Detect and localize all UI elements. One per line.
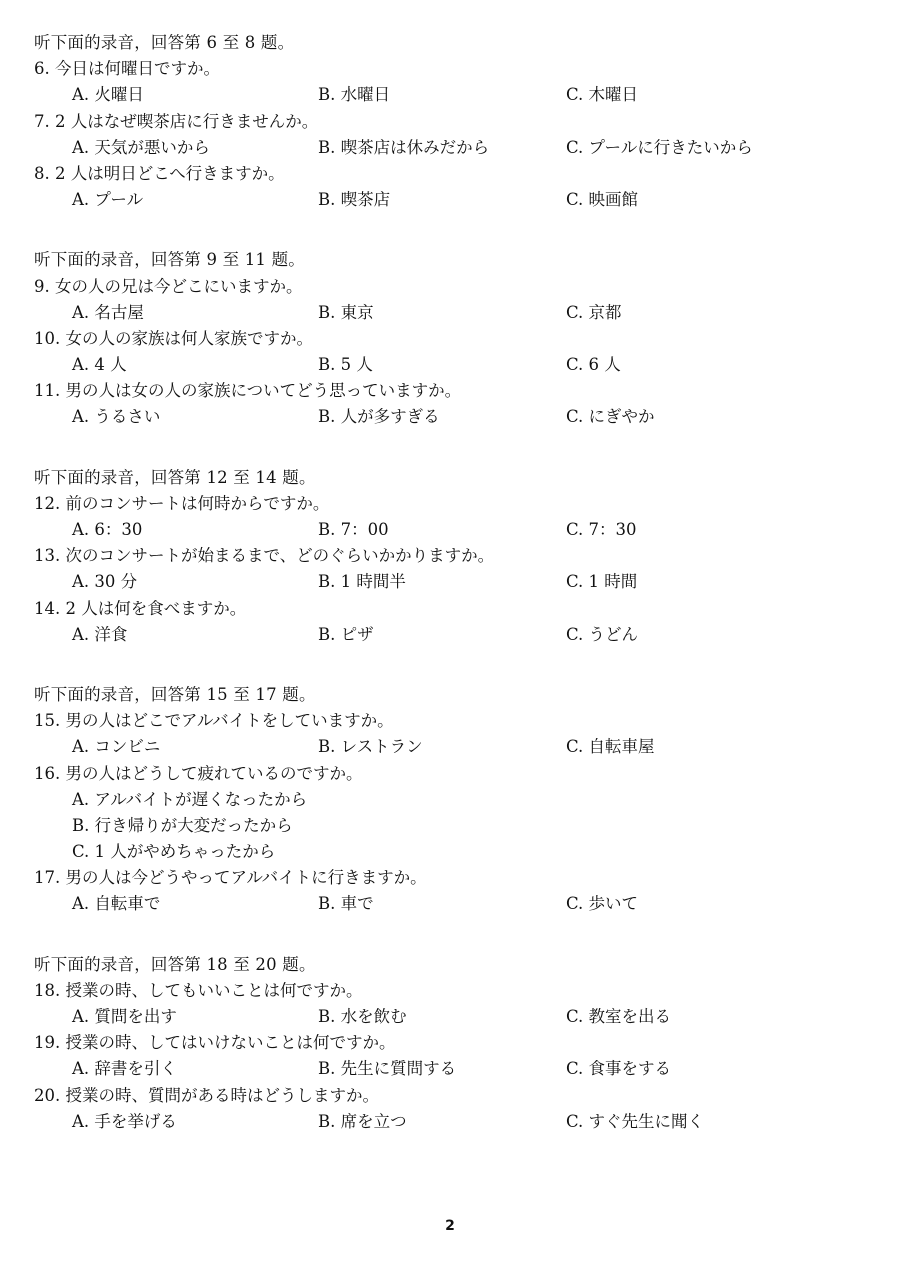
option-c: C. 1 時間	[566, 572, 638, 592]
option-a: A. 火曜日	[72, 85, 144, 105]
option-b: B. 水曜日	[318, 85, 391, 105]
option-a: A. アルバイトが遅くなったから	[72, 789, 308, 809]
options-12	[34, 517, 874, 543]
option-b: B. 1 時間半	[318, 572, 406, 592]
option-b: B. 喫茶店は休みだから	[318, 137, 490, 157]
page-number: 2	[445, 1218, 455, 1234]
question-8: 8. 2 人は明日どこへ行きますか。	[34, 163, 285, 183]
option-b: B. 席を立つ	[318, 1111, 407, 1131]
option-c: C. 歩いて	[566, 894, 639, 914]
question-15: 15. 男の人はどこでアルバイトをしていますか。	[34, 711, 394, 731]
options-19	[34, 1056, 874, 1082]
options-18	[34, 1004, 874, 1030]
options-15	[34, 734, 874, 760]
option-b: B. 東京	[318, 302, 374, 322]
question-10: 10. 女の人の家族は何人家族ですか。	[34, 328, 313, 348]
option-a: A. 質問を出す	[72, 1007, 177, 1026]
section-gap	[34, 918, 874, 952]
question-13: 13. 次のコンサートが始まるまで、どのぐらいかかりますか。	[34, 546, 495, 566]
option-c: C. すぐ先生に聞く	[566, 1111, 705, 1131]
option-b: B. 5 人	[318, 355, 373, 375]
option-b: B. 水を飲む	[318, 1007, 407, 1026]
option-a: A. 30 分	[72, 572, 138, 592]
option-c: C. うどん	[566, 624, 639, 644]
option-c: C. 京都	[566, 302, 622, 322]
option-b: B. 7：00	[318, 520, 389, 539]
question-11: 11. 男の人は女の人の家族についてどう思っていますか。	[34, 381, 462, 401]
question-6: 6. 今日は何曜日ですか。	[34, 59, 220, 79]
option-c: C. プールに行きたいから	[566, 137, 753, 157]
option-b: B. 先生に質問する	[318, 1059, 457, 1079]
options-17	[34, 891, 874, 917]
option-c: C. 映画館	[566, 190, 639, 210]
option-b: B. レストラン	[318, 737, 423, 757]
option-c: C. 木曜日	[566, 85, 639, 105]
question-14: 14. 2 人は何を食べますか。	[34, 598, 247, 618]
option-a: A. 手を挙げる	[72, 1111, 177, 1131]
options-20	[34, 1109, 874, 1135]
option-a: A. 4 人	[72, 355, 127, 375]
option-c: C. 1 人がやめちゃったから	[72, 842, 276, 862]
option-a: A. 名古屋	[72, 302, 144, 322]
option-c: C. 7：30	[566, 520, 637, 539]
question-7: 7. 2 人はなぜ喫茶店に行きませんか。	[34, 111, 319, 131]
options-11	[34, 404, 874, 430]
question-18: 18. 授業の時、してもいいことは何ですか。	[34, 980, 363, 1000]
option-a: A. 6：30	[72, 520, 143, 539]
option-b: B. 車で	[318, 894, 374, 914]
options-7	[34, 135, 874, 161]
options-10	[34, 352, 874, 378]
option-c: C. 6 人	[566, 355, 621, 375]
option-a: A. コンビニ	[72, 737, 161, 757]
option-c: C. にぎやか	[566, 407, 655, 427]
option-c: C. 食事をする	[566, 1059, 672, 1079]
question-9: 9. 女の人の兄は今どこにいますか。	[34, 276, 303, 296]
section-heading: 听下面的录音，回答第 15 至 17 题。	[34, 684, 316, 704]
options-13	[34, 569, 874, 595]
section-gap	[34, 213, 874, 247]
option-c: C. 教室を出る	[566, 1007, 672, 1026]
question-12: 12. 前のコンサートは何時からですか。	[34, 493, 330, 513]
section-heading: 听下面的录音，回答第 18 至 20 题。	[34, 954, 316, 974]
option-b: B. 人が多すぎる	[318, 407, 440, 427]
question-19: 19. 授業の時、してはいけないことは何ですか。	[34, 1033, 396, 1053]
question-16: 16. 男の人はどうして疲れているのですか。	[34, 763, 363, 783]
option-c: C. 自転車屋	[566, 737, 655, 757]
option-b: B. 喫茶店	[318, 190, 391, 210]
options-14	[34, 622, 874, 648]
option-b: B. ピザ	[318, 624, 374, 644]
section-gap	[34, 431, 874, 465]
options-9	[34, 300, 874, 326]
section-heading: 听下面的录音，回答第 9 至 11 题。	[34, 250, 305, 270]
option-a: A. 天気が悪いから	[72, 137, 210, 157]
option-a: A. 自転車で	[72, 894, 161, 914]
section-gap	[34, 648, 874, 682]
option-b: B. 行き帰りが大変だったから	[72, 815, 293, 835]
options-8	[34, 187, 874, 213]
section-heading: 听下面的录音，回答第 12 至 14 题。	[34, 467, 316, 487]
option-a: A. 辞書を引く	[72, 1059, 177, 1079]
options-6	[34, 82, 874, 108]
question-20: 20. 授業の時、質問がある時はどうしますか。	[34, 1085, 379, 1105]
section-heading: 听下面的录音，回答第 6 至 8 题。	[34, 33, 295, 52]
option-a: A. 洋食	[72, 624, 128, 644]
exam-content	[34, 30, 874, 1135]
option-a: A. プール	[72, 190, 144, 210]
question-17: 17. 男の人は今どうやってアルバイトに行きますか。	[34, 868, 427, 888]
option-a: A. うるさい	[72, 407, 161, 427]
